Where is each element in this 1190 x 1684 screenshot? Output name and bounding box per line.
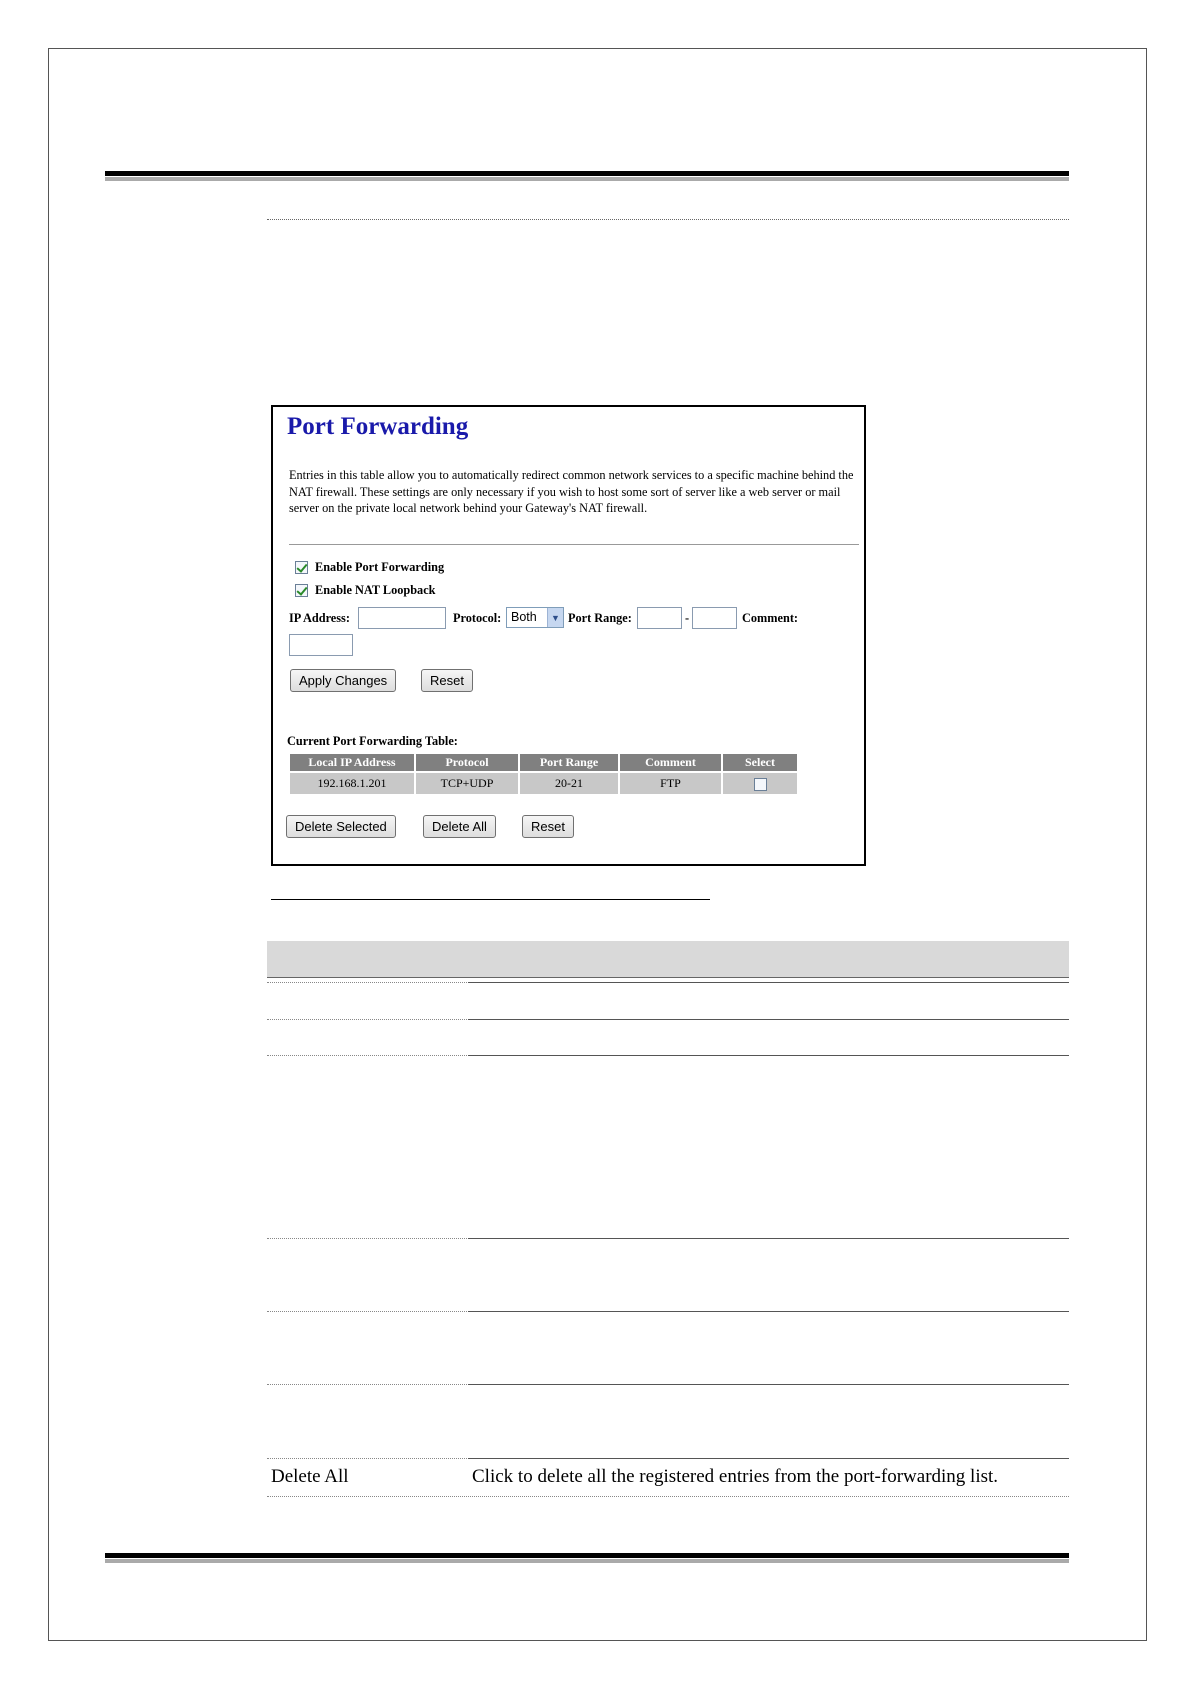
reset-button[interactable]: Reset bbox=[421, 669, 473, 692]
row-divider bbox=[267, 1238, 467, 1239]
header-divider bbox=[267, 219, 1069, 220]
row-divider bbox=[468, 982, 1069, 983]
delete-selected-button[interactable]: Delete Selected bbox=[286, 815, 396, 838]
table-row bbox=[290, 773, 797, 794]
term-delete-all: Delete All bbox=[271, 1466, 349, 1487]
cell-port-range: 20-21 bbox=[520, 773, 618, 794]
chevron-down-icon: ▼ bbox=[547, 608, 563, 627]
row-divider bbox=[468, 1311, 1069, 1312]
row-divider bbox=[468, 1384, 1069, 1385]
row-select-checkbox[interactable] bbox=[754, 778, 767, 791]
enable-nat-loopback-row bbox=[295, 583, 436, 598]
column-header: Port Range bbox=[520, 754, 618, 773]
row-divider bbox=[468, 1055, 1069, 1056]
column-header: Local IP Address bbox=[290, 754, 414, 773]
description-table-header bbox=[267, 941, 1069, 977]
enable-port-forwarding-checkbox[interactable] bbox=[295, 561, 308, 574]
column-header: Comment bbox=[620, 754, 721, 773]
row-divider bbox=[267, 1458, 467, 1459]
row-divider bbox=[468, 1238, 1069, 1239]
header-rule bbox=[105, 171, 1069, 181]
row-divider bbox=[468, 1458, 1069, 1459]
row-divider bbox=[267, 1055, 467, 1056]
protocol-label: Protocol: bbox=[453, 611, 502, 625]
enable-port-forwarding-row bbox=[295, 560, 444, 575]
port-range-end-input[interactable] bbox=[692, 607, 737, 629]
divider bbox=[289, 544, 859, 545]
port-range-label: Port Range: bbox=[568, 611, 632, 625]
port-range-start-input[interactable] bbox=[637, 607, 682, 629]
column-header: Protocol bbox=[416, 754, 518, 773]
comment-input[interactable] bbox=[289, 634, 353, 656]
enable-nat-loopback-checkbox[interactable] bbox=[295, 584, 308, 597]
page-title: Port Forwarding bbox=[287, 413, 469, 440]
caption-underline bbox=[271, 899, 710, 900]
desc-delete-all: Click to delete all the registered entries from the port-forwarding list. bbox=[472, 1466, 999, 1487]
row-divider bbox=[267, 982, 467, 983]
footer-rule bbox=[105, 1553, 1069, 1563]
comment-label: Comment: bbox=[742, 611, 799, 625]
ip-address-label: IP Address: bbox=[289, 611, 350, 625]
port-forwarding-screenshot bbox=[271, 405, 866, 866]
enable-nat-loopback-label: Enable NAT Loopback bbox=[315, 583, 436, 597]
delete-all-button[interactable]: Delete All bbox=[423, 815, 496, 838]
header-underline bbox=[267, 977, 1069, 978]
apply-changes-button[interactable]: Apply Changes bbox=[290, 669, 396, 692]
protocol-selected-value: Both bbox=[511, 610, 537, 624]
reset-table-button[interactable]: Reset bbox=[522, 815, 574, 838]
row-divider bbox=[468, 1019, 1069, 1020]
page-description: Entries in this table allow you to automatically redirect common network services to a specific machine behind the NAT firewall. These settings are only necessary if you wish to host some sort of server like a web server or mail server on the private local network behind your Gateway's NAT firewall. bbox=[289, 468, 854, 515]
row-divider bbox=[267, 1384, 467, 1385]
enable-port-forwarding-label: Enable Port Forwarding bbox=[315, 560, 445, 574]
ip-address-input[interactable] bbox=[358, 607, 446, 629]
row-divider bbox=[267, 1311, 467, 1312]
cell-comment: FTP bbox=[620, 773, 721, 794]
protocol-select[interactable] bbox=[506, 607, 564, 628]
row-divider bbox=[267, 1019, 467, 1020]
table-title: Current Port Forwarding Table: bbox=[287, 734, 458, 748]
row-divider bbox=[267, 1496, 467, 1497]
port-range-dash: - bbox=[685, 611, 690, 625]
cell-ip: 192.168.1.201 bbox=[290, 773, 414, 794]
cell-select bbox=[723, 773, 797, 794]
port-forwarding-table bbox=[288, 754, 799, 794]
row-divider bbox=[468, 1496, 1069, 1497]
cell-protocol: TCP+UDP bbox=[416, 773, 518, 794]
column-header: Select bbox=[723, 754, 797, 773]
